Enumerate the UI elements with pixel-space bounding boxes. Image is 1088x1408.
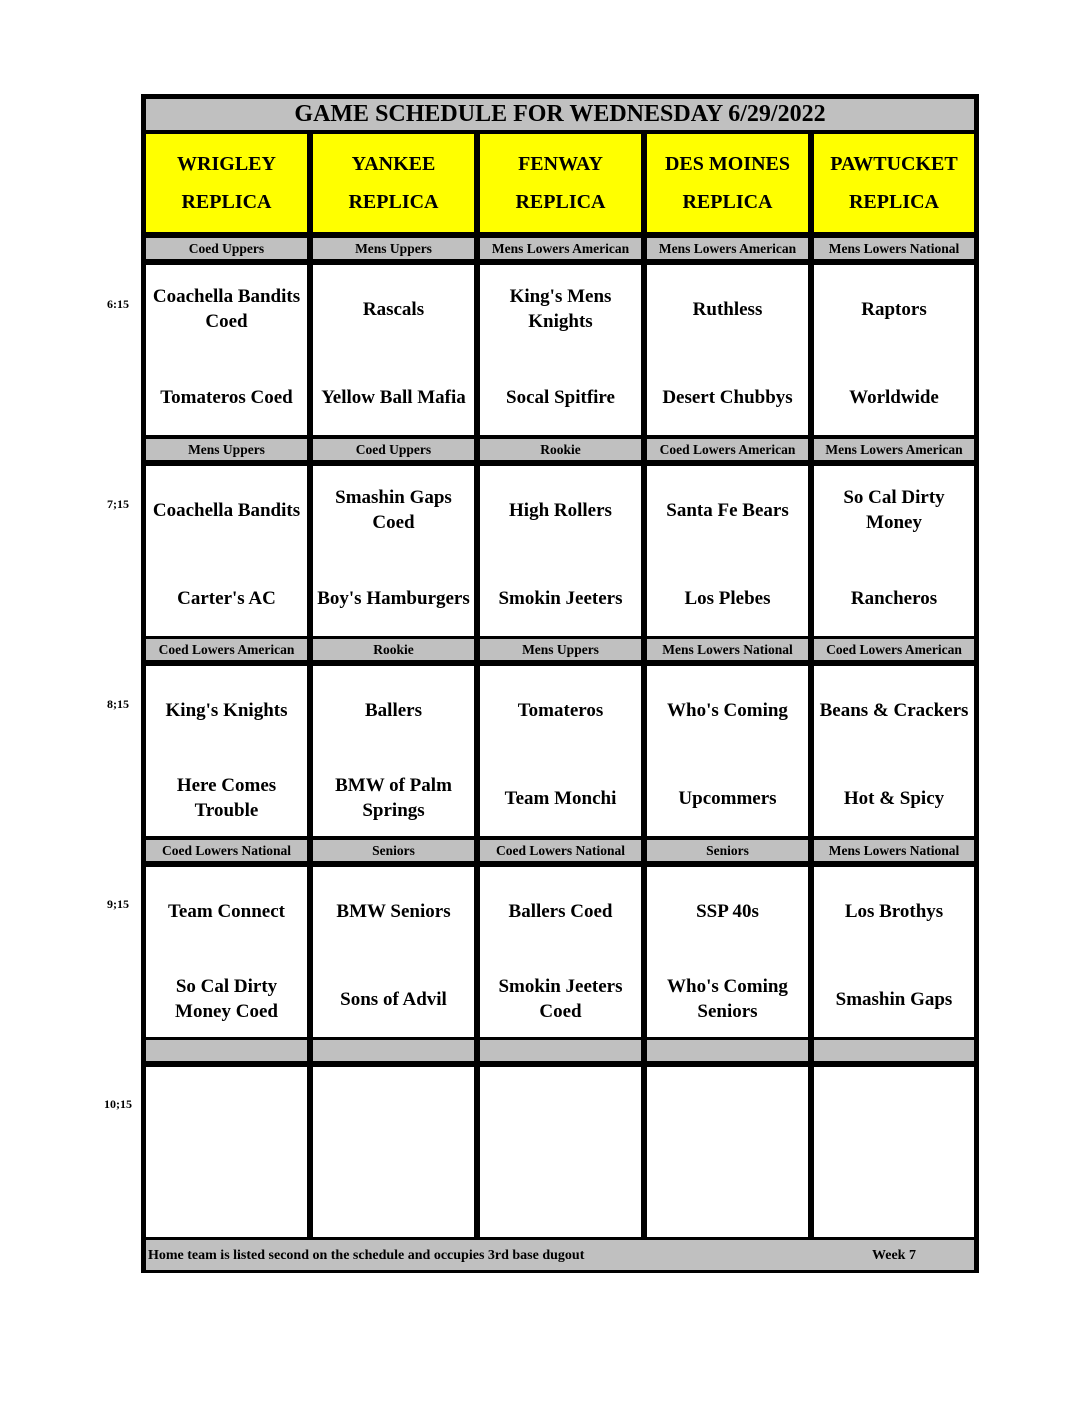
away-team: Santa Fe Bears (666, 499, 789, 521)
time-label: 8;15 (107, 697, 129, 711)
away-team: Ruthless (692, 298, 763, 320)
field-name: WRIGLEY (177, 153, 276, 175)
game-cell (645, 1065, 810, 1239)
game-cell (311, 464, 476, 638)
division-label: Coed Uppers (144, 236, 309, 261)
time-label: 7;15 (107, 497, 129, 511)
away-team: High Rollers (509, 499, 612, 521)
game-cell (812, 664, 976, 838)
game-cell (478, 464, 643, 638)
game-cell (311, 664, 476, 838)
schedule-table (141, 94, 979, 1273)
away-team: Team Connect (168, 900, 285, 922)
time-label: 9;15 (107, 897, 129, 911)
game-cell (144, 263, 309, 437)
division-label: Coed Lowers American (144, 637, 309, 662)
home-team (480, 1159, 641, 1239)
game-cell (311, 263, 476, 437)
game-cell (812, 263, 976, 437)
field-subtitle: REPLICA (348, 191, 439, 213)
away-team: Who's Coming (667, 699, 788, 721)
division-label (311, 1038, 476, 1063)
home-team: Smashin Gaps (835, 988, 953, 1010)
away-team (814, 1071, 974, 1151)
footer-week: Week 7 (872, 1247, 916, 1263)
away-team: Ballers (365, 699, 422, 721)
away-team: King's Mens Knights (509, 286, 612, 332)
home-team (647, 1159, 808, 1239)
home-team (146, 1159, 307, 1239)
home-team: Yellow Ball Mafia (321, 386, 466, 408)
away-team: Coachella Bandits (152, 499, 301, 521)
game-cell (311, 865, 476, 1039)
home-team: Upcommers (678, 787, 777, 809)
home-team: Los Plebes (684, 587, 771, 609)
division-label: Coed Lowers American (645, 437, 810, 462)
division-label: Seniors (645, 838, 810, 863)
away-team (313, 1071, 474, 1151)
home-team: Hot & Spicy (843, 787, 945, 809)
game-cell (144, 1065, 309, 1239)
division-label: Rookie (311, 637, 476, 662)
game-cell (645, 263, 810, 437)
away-team: Raptors (861, 298, 927, 320)
home-team: Desert Chubbys (662, 386, 793, 408)
division-label: Coed Lowers American (812, 637, 976, 662)
away-team (647, 1071, 808, 1151)
game-cell (478, 1065, 643, 1239)
home-team: Team Monchi (504, 787, 617, 809)
away-team: Smashin Gaps Coed (335, 487, 452, 533)
time-label: 10;15 (104, 1097, 132, 1111)
field-subtitle: REPLICA (848, 191, 939, 213)
field-subtitle: REPLICA (682, 191, 773, 213)
game-cell (144, 865, 309, 1039)
game-cell (812, 1065, 976, 1239)
home-team: Boy's Hamburgers (317, 587, 470, 609)
home-team: Carter's AC (177, 587, 276, 609)
division-label (812, 1038, 976, 1063)
away-team: Ballers Coed (508, 900, 613, 922)
away-team: SSP 40s (696, 900, 759, 922)
division-label: Mens Uppers (478, 637, 643, 662)
division-label (645, 1038, 810, 1063)
game-cell (311, 1065, 476, 1239)
home-team (814, 1159, 974, 1239)
division-label: Mens Lowers National (812, 838, 976, 863)
division-label: Coed Uppers (311, 437, 476, 462)
division-label: Mens Uppers (311, 236, 476, 261)
field-name: PAWTUCKET (830, 153, 958, 175)
field-header-4 (645, 132, 810, 234)
division-label: Seniors (311, 838, 476, 863)
division-label: Mens Lowers American (645, 236, 810, 261)
game-cell (478, 263, 643, 437)
field-header-2 (311, 132, 476, 234)
time-label: 6:15 (107, 297, 129, 311)
away-team: Los Brothys (844, 900, 944, 922)
away-team: Rascals (362, 298, 425, 320)
game-cell (645, 865, 810, 1039)
division-label: Mens Lowers American (812, 437, 976, 462)
home-team: Socal Spitfire (506, 386, 615, 408)
division-label: Mens Lowers National (645, 637, 810, 662)
division-label: Coed Lowers National (144, 838, 309, 863)
footer-note: Home team is listed second on the schedule and occupies 3rd base dugout (148, 1247, 585, 1263)
game-cell (812, 464, 976, 638)
home-team: Smokin Jeeters (498, 587, 623, 609)
game-cell (645, 664, 810, 838)
away-team: So Cal Dirty Money (843, 487, 945, 533)
home-team: BMW of Palm Springs (335, 775, 452, 821)
home-team: Worldwide (849, 386, 939, 408)
away-team: Tomateros (517, 699, 604, 721)
away-team: Coachella Bandits Coed (152, 286, 301, 332)
field-subtitle: REPLICA (515, 191, 606, 213)
game-cell (144, 464, 309, 638)
division-label (144, 1038, 309, 1063)
home-team (313, 1159, 474, 1239)
field-header-5 (812, 132, 976, 234)
away-team (146, 1071, 307, 1151)
away-team: King's Knights (165, 699, 288, 721)
away-team (480, 1071, 641, 1151)
home-team: Tomateros Coed (160, 386, 293, 408)
field-name: YANKEE (351, 153, 436, 175)
schedule-title: GAME SCHEDULE FOR WEDNESDAY 6/29/2022 (144, 97, 976, 132)
away-team: Beans & Crackers (819, 699, 969, 721)
field-name: FENWAY (518, 153, 603, 175)
game-cell (144, 664, 309, 838)
division-label: Rookie (478, 437, 643, 462)
field-subtitle: REPLICA (181, 191, 272, 213)
field-name: DES MOINES (664, 153, 791, 175)
away-team: BMW Seniors (336, 900, 451, 922)
home-team: Smokin Jeeters Coed (498, 976, 623, 1022)
game-cell (645, 464, 810, 638)
field-header-3 (478, 132, 643, 234)
field-header-1 (144, 132, 309, 234)
home-team: Who's Coming Seniors (667, 976, 788, 1022)
game-cell (812, 865, 976, 1039)
game-cell (478, 664, 643, 838)
division-label: Mens Lowers National (812, 236, 976, 261)
division-label: Mens Uppers (144, 437, 309, 462)
division-label: Mens Lowers American (478, 236, 643, 261)
footer-bar (144, 1238, 976, 1272)
home-team: So Cal Dirty Money Coed (175, 976, 278, 1022)
home-team: Sons of Advil (340, 988, 447, 1010)
home-team: Here Comes Trouble (176, 775, 277, 821)
division-label: Coed Lowers National (478, 838, 643, 863)
division-label (478, 1038, 643, 1063)
game-cell (478, 865, 643, 1039)
home-team: Rancheros (850, 587, 938, 609)
